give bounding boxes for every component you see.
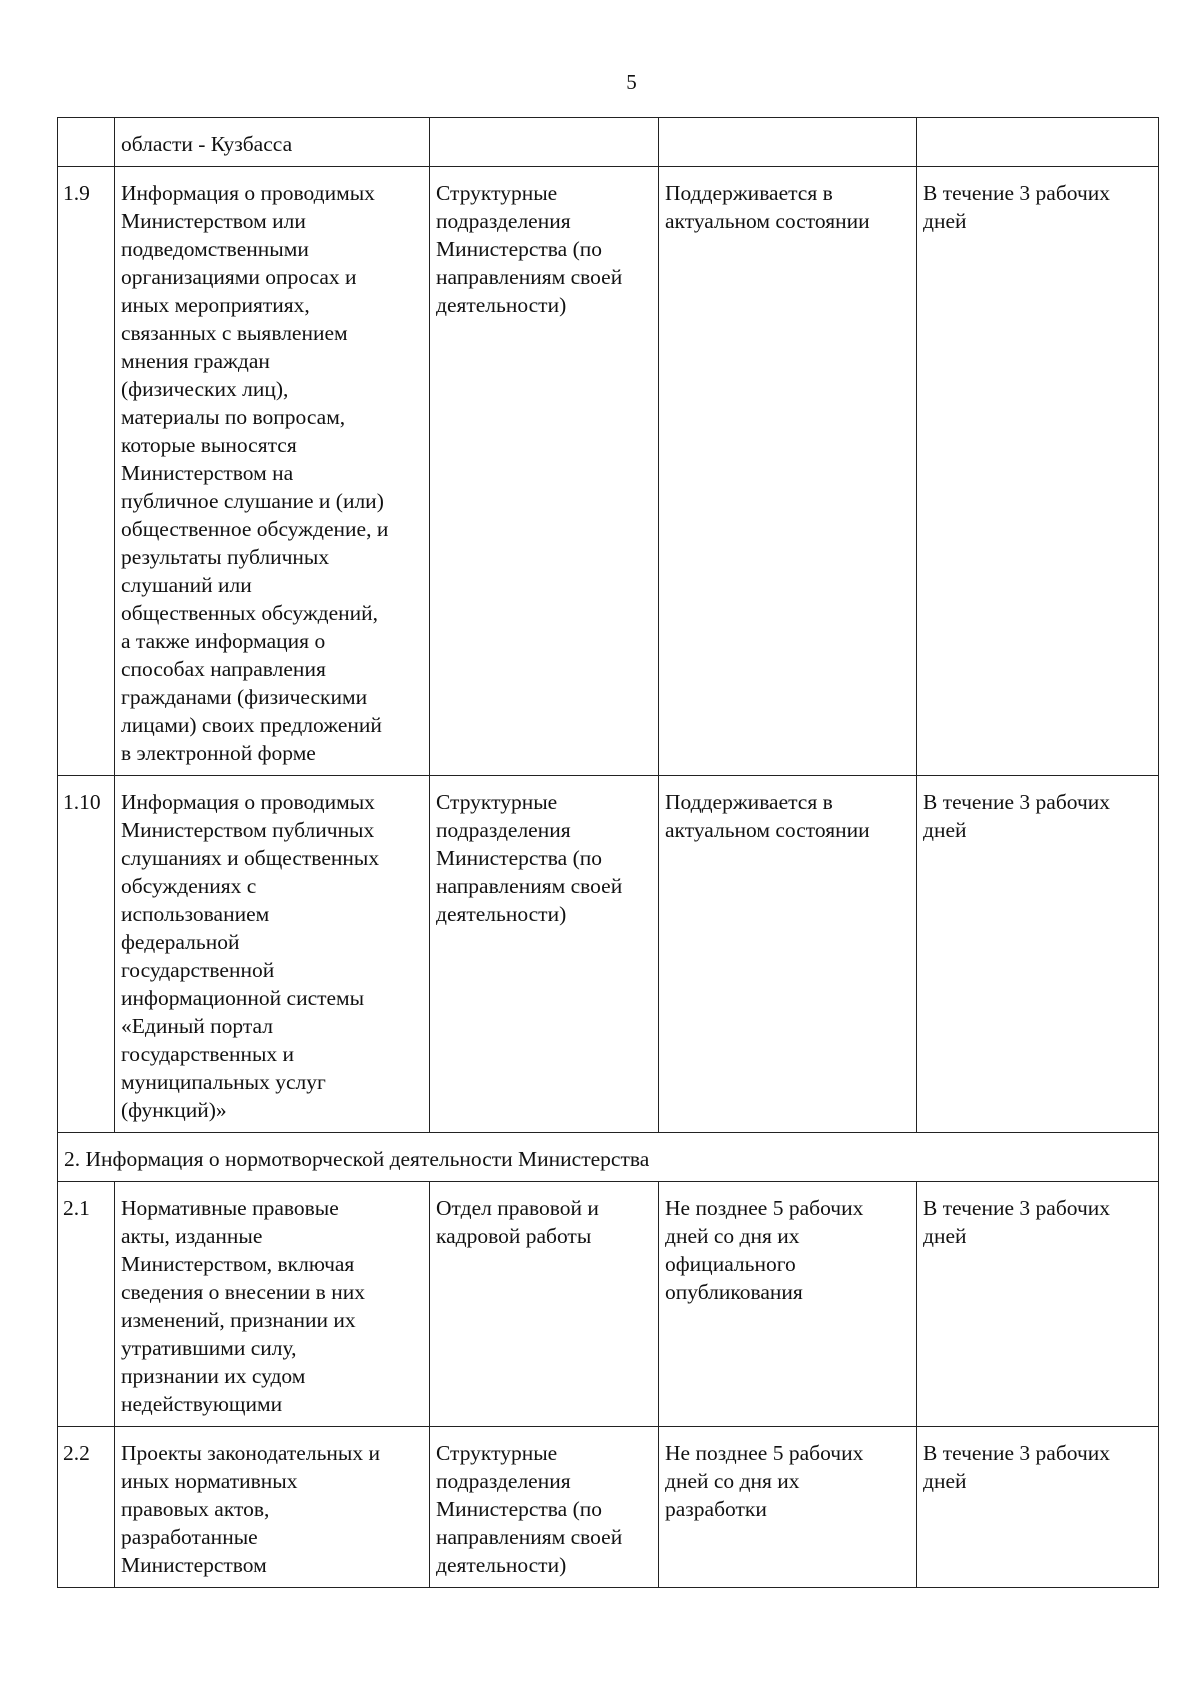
responsible-cell-line: кадровой работы	[436, 1224, 592, 1248]
responsible-cell-line: деятельности)	[436, 902, 567, 926]
info-cell-line: связанных с выявлением	[121, 321, 348, 345]
info-cell-line: подведомственными	[121, 237, 309, 261]
update-cell-line: дней	[923, 1469, 967, 1493]
responsible-cell-line: направлениям своей	[436, 874, 623, 898]
info-cell	[115, 1182, 430, 1427]
info-cell-line: использованием	[121, 902, 270, 926]
timing-cell-line: дней со дня их	[665, 1469, 800, 1493]
info-cell-line: Информация о проводимых	[121, 790, 375, 814]
update-cell	[917, 1427, 1159, 1588]
table-row	[58, 118, 1159, 167]
info-cell-line: сведения о внесении в них	[121, 1280, 365, 1304]
info-cell-line: публичное слушание и (или)	[121, 489, 384, 513]
row-number	[58, 118, 115, 167]
page-number: 5	[626, 70, 637, 94]
responsible-cell	[430, 1182, 659, 1427]
timing-cell-line: Поддерживается в	[665, 790, 833, 814]
row-number: 1.9	[58, 167, 115, 776]
info-cell-line: правовых актов,	[121, 1497, 270, 1521]
info-cell-line: (физических лиц),	[121, 377, 289, 401]
info-cell-line: признании их судом	[121, 1364, 306, 1388]
info-cell-line: которые выносятся	[121, 433, 297, 457]
responsible-cell-line: деятельности)	[436, 293, 567, 317]
responsible-cell	[430, 1427, 659, 1588]
responsible-cell-line: подразделения	[436, 209, 571, 233]
info-cell-line: общественных обсуждений,	[121, 601, 379, 625]
info-cell-line: мнения граждан	[121, 349, 270, 373]
timing-cell-line: дней со дня их	[665, 1224, 800, 1248]
info-cell-line: организациями опросах и	[121, 265, 357, 289]
responsible-cell-line: деятельности)	[436, 1553, 567, 1577]
update-cell	[917, 1182, 1159, 1427]
info-cell-line: общественное обсуждение, и	[121, 517, 389, 541]
info-cell-line: слушаний или	[121, 573, 252, 597]
info-cell-line: области - Кузбасса	[121, 132, 293, 156]
info-cell-line: гражданами (физическими	[121, 685, 368, 709]
info-cell-line: Министерством, включая	[121, 1252, 355, 1276]
info-cell-line: обсуждениях с	[121, 874, 257, 898]
update-cell-line: В течение 3 рабочих	[923, 1196, 1111, 1220]
info-cell	[115, 1427, 430, 1588]
timing-cell-line: опубликования	[665, 1280, 803, 1304]
timing-cell-line: Не позднее 5 рабочих	[665, 1441, 864, 1465]
responsible-cell-line: Структурные	[436, 1441, 558, 1465]
responsible-cell-line: Структурные	[436, 181, 558, 205]
responsible-cell-line: подразделения	[436, 818, 571, 842]
update-cell	[917, 118, 1159, 167]
table-row	[58, 1427, 1159, 1588]
info-cell	[115, 776, 430, 1133]
info-cell-line: Информация о проводимых	[121, 181, 375, 205]
responsible-cell-line: Структурные	[436, 790, 558, 814]
table-row	[58, 1182, 1159, 1427]
info-cell-line: Министерством	[121, 1553, 267, 1577]
info-cell-line: а также информация о	[121, 629, 326, 653]
info-cell-line: способах направления	[121, 657, 326, 681]
timing-cell	[659, 118, 917, 167]
update-cell-line: В течение 3 рабочих	[923, 181, 1111, 205]
info-cell-line: утратившими силу,	[121, 1336, 297, 1360]
info-cell-line: федеральной	[121, 930, 240, 954]
info-cell	[115, 167, 430, 776]
info-cell-line: в электронной форме	[121, 741, 316, 765]
info-cell-line: акты, изданные	[121, 1224, 263, 1248]
timing-cell	[659, 1182, 917, 1427]
info-cell-line: государственных и	[121, 1042, 295, 1066]
responsible-cell-line: направлениям своей	[436, 265, 623, 289]
info-cell-line: иных нормативных	[121, 1469, 298, 1493]
responsible-cell-line: подразделения	[436, 1469, 571, 1493]
responsible-cell	[430, 118, 659, 167]
timing-cell-line: актуальном состоянии	[665, 209, 870, 233]
timing-cell-line: Не позднее 5 рабочих	[665, 1196, 864, 1220]
update-cell-line: дней	[923, 1224, 967, 1248]
row-number: 2.1	[58, 1182, 115, 1427]
info-cell-line: Проекты законодательных и	[121, 1441, 380, 1465]
info-cell-line: Министерством на	[121, 461, 294, 485]
info-cell-line: муниципальных услуг	[121, 1070, 326, 1094]
info-cell-line: информационной системы	[121, 986, 365, 1010]
section-header-row	[58, 1133, 1159, 1182]
timing-cell-line: Поддерживается в	[665, 181, 833, 205]
responsible-cell-line: Министерства (по	[436, 237, 603, 261]
update-cell-line: дней	[923, 209, 967, 233]
update-cell-line: дней	[923, 818, 967, 842]
information-table	[57, 117, 1159, 1588]
info-cell-line: иных мероприятиях,	[121, 293, 310, 317]
update-cell	[917, 167, 1159, 776]
info-cell-line: результаты публичных	[121, 545, 330, 569]
info-cell-line: «Единый портал	[121, 1014, 274, 1038]
section-title: 2. Информация о нормотворческой деятельности Министерства	[58, 1133, 1159, 1182]
responsible-cell-line: Министерства (по	[436, 1497, 603, 1521]
timing-cell	[659, 1427, 917, 1588]
table-row	[58, 167, 1159, 776]
table-row	[58, 776, 1159, 1133]
info-cell-line: изменений, признании их	[121, 1308, 356, 1332]
info-cell-line: Нормативные правовые	[121, 1196, 339, 1220]
update-cell-line: В течение 3 рабочих	[923, 790, 1111, 814]
info-cell-line: материалы по вопросам,	[121, 405, 346, 429]
info-cell-line: слушаниях и общественных	[121, 846, 380, 870]
timing-cell	[659, 167, 917, 776]
responsible-cell-line: направлениям своей	[436, 1525, 623, 1549]
update-cell	[917, 776, 1159, 1133]
responsible-cell-line: Министерства (по	[436, 846, 603, 870]
info-cell-line: недействующими	[121, 1392, 283, 1416]
info-cell-line: Министерством или	[121, 209, 306, 233]
responsible-cell-line: Отдел правовой и	[436, 1196, 599, 1220]
row-number: 2.2	[58, 1427, 115, 1588]
timing-cell	[659, 776, 917, 1133]
responsible-cell	[430, 776, 659, 1133]
info-cell-line: государственной	[121, 958, 275, 982]
info-cell-line: Министерством публичных	[121, 818, 375, 842]
timing-cell-line: актуальном состоянии	[665, 818, 870, 842]
timing-cell-line: официального	[665, 1252, 796, 1276]
info-cell-line: разработанные	[121, 1525, 258, 1549]
timing-cell-line: разработки	[665, 1497, 767, 1521]
update-cell-line: В течение 3 рабочих	[923, 1441, 1111, 1465]
info-cell-line: (функций)»	[121, 1098, 227, 1122]
row-number: 1.10	[58, 776, 115, 1133]
info-cell-line: лицами) своих предложений	[121, 713, 382, 737]
info-cell	[115, 118, 430, 167]
responsible-cell	[430, 167, 659, 776]
